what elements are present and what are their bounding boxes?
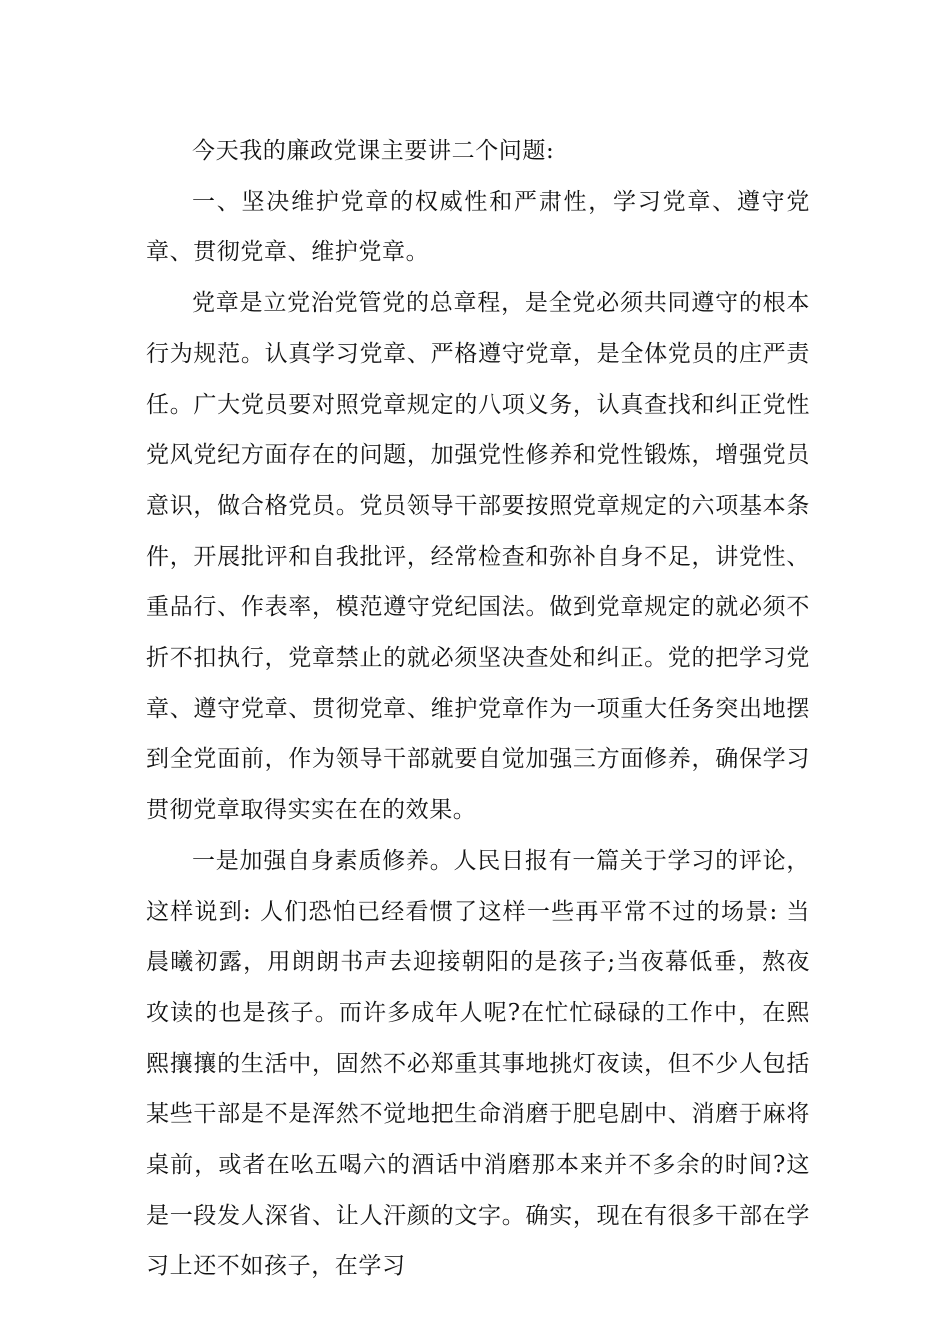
paragraph-heading-one: 一、坚决维护党章的权威性和严肃性，学习党章、遵守党章、贯彻党章、维护党章。 bbox=[146, 188, 810, 266]
paragraph-intro: 今天我的廉政党课主要讲二个问题: bbox=[192, 138, 555, 164]
paragraph-self-cultivation: 一是加强自身素质修养。人民日报有一篇关于学习的评论，这样说到: 人们恐怕已经看惯了这样一些再平常不过的场景: 当晨曦初露，用朗朗书声去迎接朝阳的是孩子;当夜幕低垂，熬夜攻读的也是孩子。而许多成年人呢?在忙忙碌碌的工作中，在熙熙攘攘的生活中，固然不必郑重其事地挑灯夜读，但不少人包括某些干部是不是浑然不觉地把生命消磨于肥皂剧中、消磨于麻将桌前，或者在吆五喝六的酒话中消磨那本来并不多余的时间?这是一段发人深省、让人汗颜的文字。确实，现在有很多干部在学习上还不如孩子，在学习 bbox=[146, 847, 810, 1280]
document-body bbox=[146, 126, 810, 1292]
paragraph-party-constitution: 党章是立党治党管党的总章程，是全党必须共同遵守的根本行为规范。认真学习党章、严格遵守党章，是全体党员的庄严责任。广大党员要对照党章规定的八项义务，认真查找和纠正党性党风党纪方面存在的问题，加强党性修养和党性锻炼，增强党员意识，做合格党员。党员领导干部要按照党章规定的六项基本条件，开展批评和自我批评，经常检查和弥补自身不足，讲党性、重品行、作表率，模范遵守党纪国法。做到党章规定的就必须不折不扣执行，党章禁止的就必须坚决查处和纠正。党的把学习党章、遵守党章、贯彻党章、维护党章作为一项重大任务突出地摆到全党面前，作为领导干部就要自觉加强三方面修养，确保学习贯彻党章取得实实在在的效果。 bbox=[146, 290, 810, 824]
